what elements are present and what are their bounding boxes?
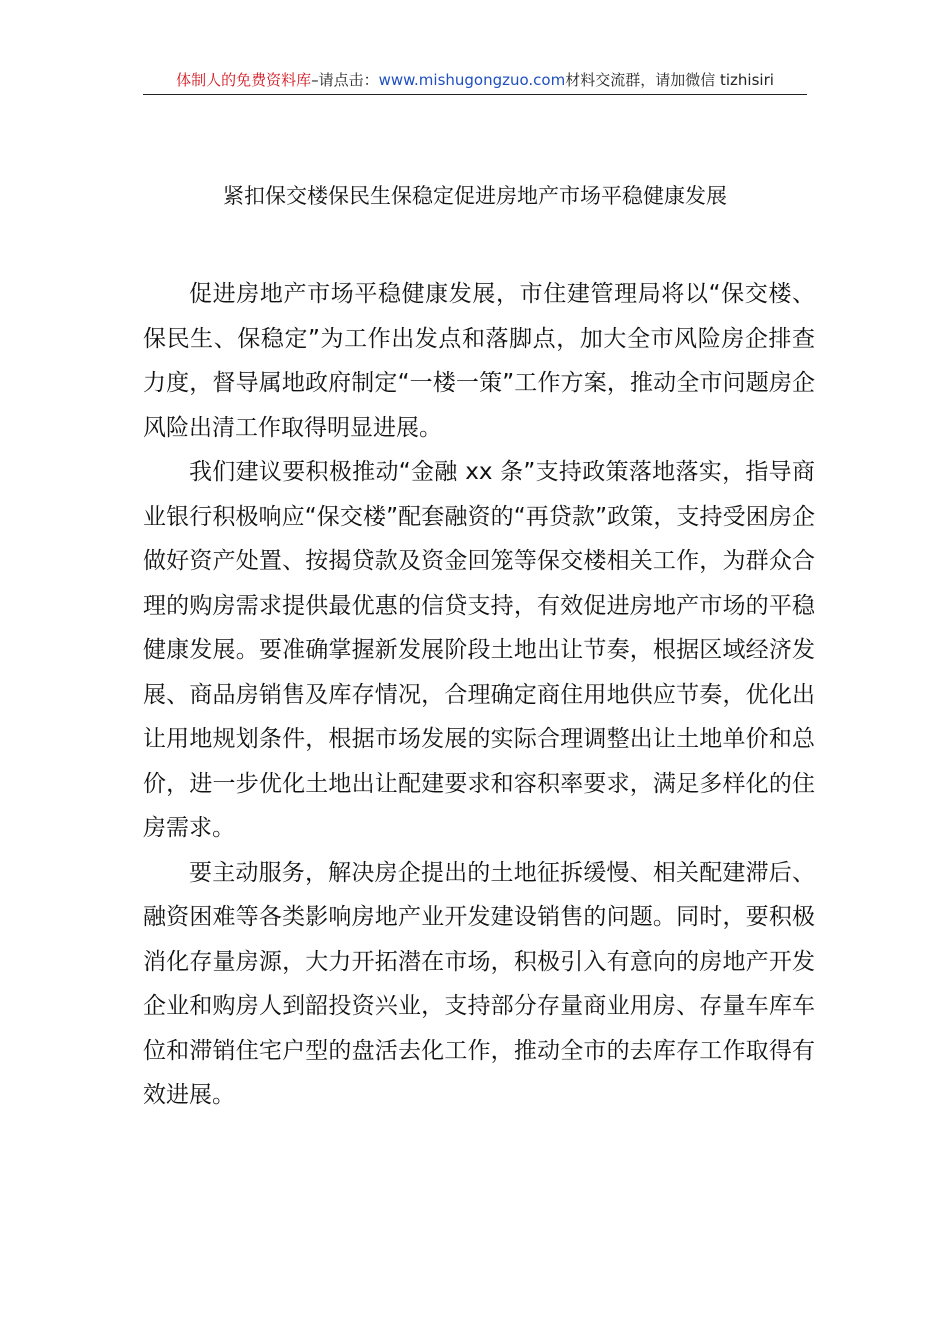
header-brand: 体制人的免费资料库 bbox=[176, 71, 312, 89]
paragraph-2: 我们建议要积极推动“金融 xx 条”支持政策落地落实，指导商业银行积极响应“保交楼”配套融资的“再贷款”政策，支持受困房企做好资产处置、按揭贷款及资金回笼等保交楼相关工作，为群众合理的购房需求提供最优惠的信贷支持，有效促进房地产市场的平稳健康发展。要准确掌握新发展阶段土地出让节奏，根据区域经济发展、商品房销售及库存情况，合理确定商住用地供应节奏，优化出让用地规划条件，根据市场发展的实际合理调整出让土地单价和总价，进一步优化土地出让配建要求和容积率要求，满足多样化的住房需求。 bbox=[143, 459, 815, 841]
page-header bbox=[143, 66, 807, 95]
header-link[interactable]: www.mishugongzuo.com bbox=[378, 71, 566, 89]
document-title: 紧扣保交楼保民生保稳定促进房地产市场平稳健康发展 bbox=[223, 184, 727, 208]
document-body bbox=[143, 272, 815, 1118]
paragraph-1: 促进房地产市场平稳健康发展，市住建管理局将以“保交楼、保民生、保稳定”为工作出发点和落脚点，加大全市风险房企排查力度，督导属地政府制定“一楼一策”工作方案，推动全市问题房企风险出清工作取得明显进展。 bbox=[143, 281, 815, 441]
header-contact: 材料交流群，请加微信 tizhisiri bbox=[565, 71, 774, 89]
paragraph-3: 要主动服务，解决房企提出的土地征拆缓慢、相关配建滞后、融资困难等各类影响房地产业开发建设销售的问题。同时，要积极消化存量房源，大力开拓潜在市场，积极引入有意向的房地产开发企业和购房人到韶投资兴业，支持部分存量商业用房、存量车库车位和滞销住宅户型的盘活去化工作，推动全市的去库存工作取得有效进展。 bbox=[143, 859, 815, 1108]
header-prompt: –请点击： bbox=[311, 71, 379, 89]
